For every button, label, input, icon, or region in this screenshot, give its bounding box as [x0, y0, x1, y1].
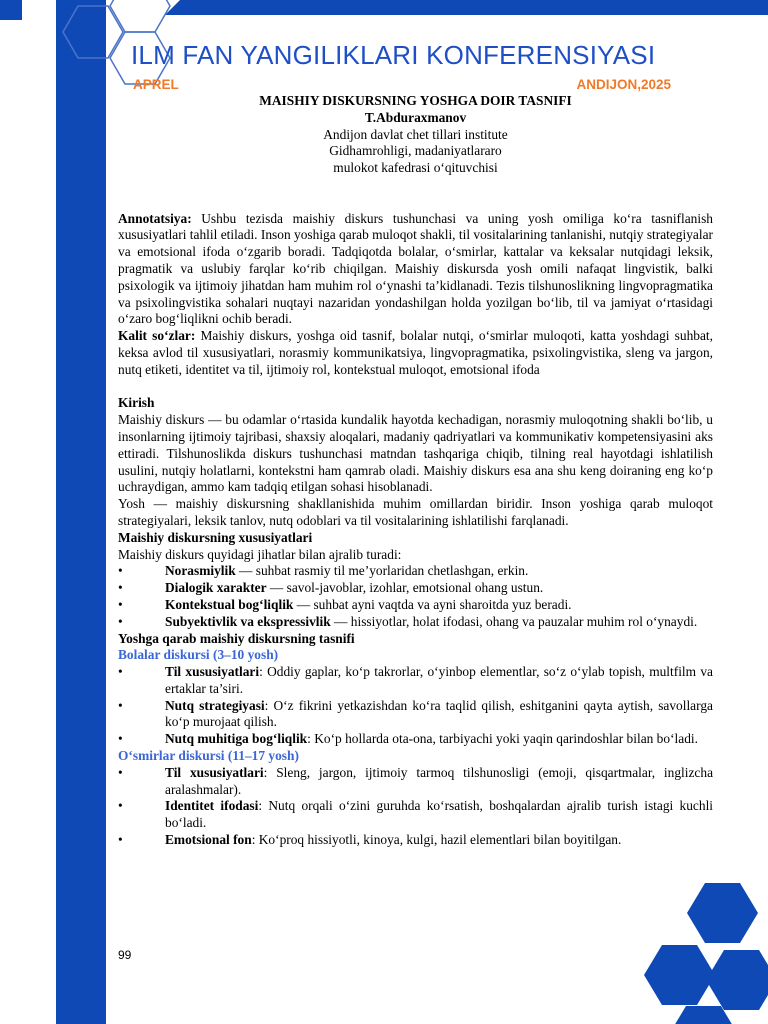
abstract-label: Annotatsiya:: [118, 210, 192, 226]
list-item: • Subyektivlik va ekspressivlik — hissiyotlar, holat ifodasi, ohang va pauzalar muhim rol o‘ynaydi.: [118, 613, 698, 629]
abstract-text: Ushbu tezisda maishiy diskurs tushunchasi va uning yosh omiliga ko‘ra tasniflanish xususiyatlari tahlil etiladi. Inson yoshiga qarab muloqot shakli, til vositalarining tanlanishi, nutqiy strategiyalar va emotsional ifoda o‘zgarib boradi. Tadqiqotda bolalar, o‘smirlar, kattalar va keksalar nutqidagi leksik, pragmatik va uslubiy farqlar ko‘rib chiqilgan. Maishiy diskursda yosh omili nafaqat lingvistik, balki psixologik va ijtimoiy jihatdan ham muhim rol o‘ynashi ta’kidlanadi. Tezis tilshunoslikning lingvopragmatika va psixolingvistika sohalari nuqtayi nazaridan yondashilgan holda yozilgan bo‘lib, til va jamiyat o‘rtasidagi o‘zaro bog‘liqlikni ochib beradi.: [118, 210, 713, 327]
intro-heading: Kirish: [118, 395, 155, 411]
top-left-corner-block: [0, 0, 22, 20]
article-author: T.Abduraxmanov: [364, 109, 467, 125]
intro-paragraph-2: Yosh — maishiy diskursning shakllanishida muhim omillardan biridir. Inson yoshiga qarab muloqot strategiyalari, leksik tanlov, nutq odoblari va til vositalarining ishlatilishi farqlanadi.: [118, 496, 713, 528]
list-item: • Emotsional fon: Ko‘proq hissiyotli, kinoya, kulgi, hazil elementlari bilan boyitilgan.: [118, 832, 622, 848]
list-item: • Til xususiyatlari: Sleng, jargon, ijtimoiy tarmoq tilshunosligi (emoji, qisqartmalar, inglizcha aralashmalar).: [118, 764, 714, 797]
intro-paragraph-1: Maishiy diskurs — bu odamlar o‘rtasida kundalik hayotda kechadigan, norasmiy muloqotning shakli bo‘lib, u insonlarning ijtimoiy tajribasi, shaxsiy aloqalari, madaniy qadriyatlari va kommunikativ kompetensiyasini aks ettiradi. Tilshunoslikda diskurs tushunchasi matndan tashqariga chiqib, tilning real hayotdagi ishlatilish usulini, nutqiy holatlarni, kontekstni ham qamrab oladi. Maishiy diskurs esa ana shu keng doiraning eng ko‘p uchraydigan, ammo kam tadqiq etilgan sohasi hisoblanadi.: [118, 412, 713, 495]
features-heading: Maishiy diskursning xususiyatlari: [118, 529, 313, 545]
list-item: • Norasmiylik — suhbat rasmiy til me’yorlaridan chetlashgan, erkin.: [118, 563, 529, 579]
keywords-label: Kalit so‘zlar:: [118, 328, 196, 344]
bullet-icon: •: [118, 580, 123, 596]
list-item: • Dialogik xarakter — savol-javoblar, izohlar, emotsional ohang ustun.: [118, 580, 544, 596]
bullet-icon: •: [118, 764, 123, 780]
bullet-icon: •: [118, 697, 123, 713]
classification-heading: Yoshga qarab maishiy diskursning tasnifi: [118, 630, 355, 646]
teen-list: [118, 765, 713, 849]
article-body: [118, 93, 713, 849]
author-affiliation-1: Andijon davlat chet tillari institute: [323, 126, 508, 142]
top-right-banner: [165, 0, 768, 15]
bullet-icon: •: [118, 613, 123, 629]
left-vertical-band: [56, 0, 106, 1024]
bullet-icon: •: [118, 798, 123, 814]
bullet-icon: •: [118, 596, 123, 612]
teen-subheading: O‘smirlar diskursi (11–17 yosh): [118, 748, 299, 764]
article-title: MAISHIY DISKURSNING YOSHGA DOIR TASNIFI: [259, 93, 572, 108]
conference-title: ILM FAN YANGILIKLARI KONFERENSIYASI: [131, 40, 656, 70]
list-item: • Nutq strategiyasi: O‘z fikrini yetkazishdan ko‘ra taqlid qilish, eshitganini qayta aytish, savollarga ko‘p murojaat qilish.: [118, 697, 713, 730]
bullet-icon: •: [118, 731, 123, 747]
list-item: • Identitet ifodasi: Nutq orqali o‘zini guruhda ko‘rsatish, boshqalardan ajralib turish istagi kuchli bo‘ladi.: [118, 798, 714, 831]
keywords-text: Maishiy diskurs, yoshga oid tasnif, bolalar nutqi, o‘smirlar muloqoti, katta yoshdagi suhbat, keksa avlod til xususiyatlari, norasmiy kommunikatsiya, lingvopragmatika, psixolingvistika, sleng va jargon, nutq etiketi, identitet va til, ijtimoiy rol, kontekstual muloqot, emotsional ifoda: [118, 328, 713, 377]
bullet-icon: •: [118, 563, 123, 579]
author-affiliation-3: mulokot kafedrasi o‘qituvchisi: [333, 160, 498, 176]
keywords-paragraph: [118, 328, 713, 378]
list-item: • Nutq muhitiga bog‘liqlik: Ko‘p hollarda ota-ona, tarbiyachi yoki yaqin qarindoshlar bilan bo‘ladi.: [118, 731, 698, 747]
author-affiliation-2: Gidhamrohligi, madaniyatlararo: [329, 143, 502, 159]
children-subheading: Bolalar diskursi (3–10 yosh): [118, 647, 279, 663]
children-list: [118, 664, 713, 748]
abstract-paragraph: [118, 211, 713, 329]
bullet-icon: •: [118, 664, 123, 680]
conference-month: APREL: [133, 77, 179, 92]
conference-location-year: ANDIJON,2025: [576, 77, 671, 92]
bottom-right-hexagons: [644, 883, 768, 1024]
list-item: • Til xususiyatlari: Oddiy gaplar, ko‘p takrorlar, o‘yinbop elementlar, so‘z o‘ylab topish, multfilm va ertaklar ta’siri.: [118, 664, 713, 696]
page-number: 99: [118, 948, 132, 962]
features-list: [118, 563, 713, 630]
list-item: • Kontekstual bog‘liqlik — suhbat ayni vaqtda va ayni sharoitda yuz beradi.: [118, 596, 572, 612]
bullet-icon: •: [118, 832, 123, 848]
features-intro: Maishiy diskurs quyidagi jihatlar bilan ajralib turadi:: [118, 546, 402, 562]
